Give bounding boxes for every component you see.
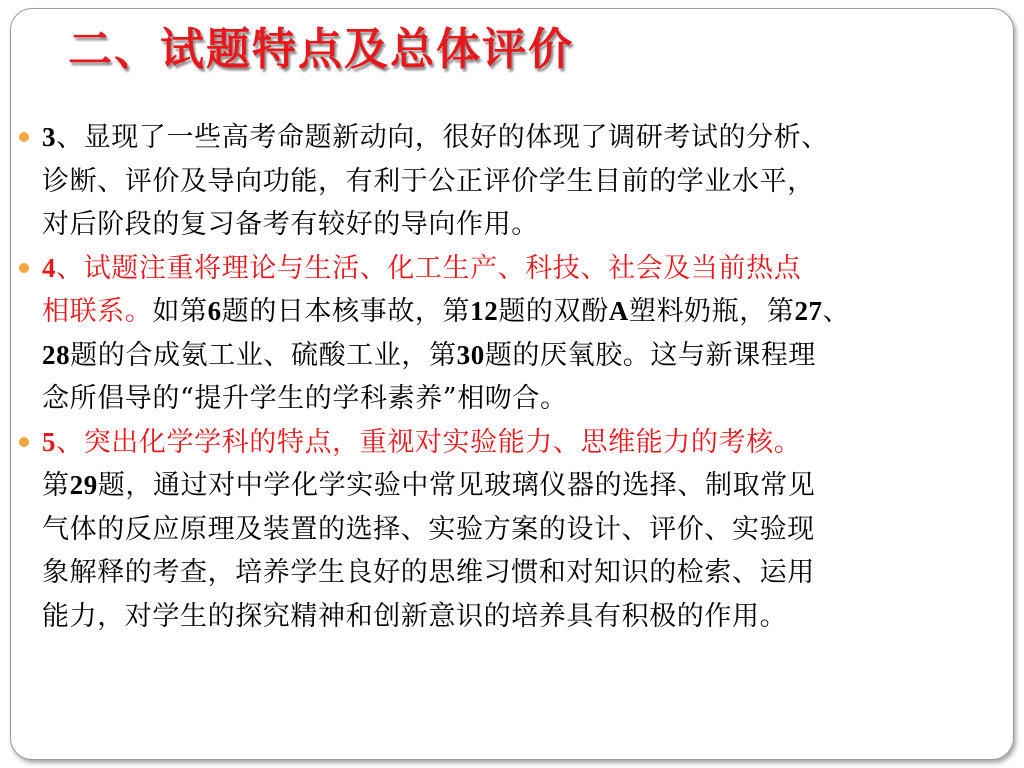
- bullet-dot-icon: [19, 437, 29, 447]
- text-line: 气体的反应原理及装置的选择、实验方案的设计、评价、实验现: [42, 513, 815, 545]
- bullet-item-3: [18, 116, 1018, 247]
- item-number: 3: [42, 122, 57, 152]
- line-text: 题的日本核事故，第: [221, 296, 471, 327]
- text-line: 象解释的考查，培养学生良好的思维习惯和对知识的检索、运用: [42, 557, 815, 588]
- text-line: 对后阶段的复习备考有较好的导向作用。: [42, 209, 539, 240]
- line-text: 塑料奶瓶，第: [628, 296, 795, 327]
- inline-number: 6: [207, 296, 222, 326]
- inline-number: 27: [794, 296, 823, 326]
- highlight-text: 、突出化学学科的特点，重视对实验能力、思维能力的考核。: [56, 426, 802, 458]
- bullet-dot-icon: [19, 263, 29, 273]
- line-text: 题的合成氨工业、硫酸工业，第: [70, 339, 457, 371]
- text-line: 能力，对学生的探究精神和创新意识的培养具有积极的作用。: [42, 600, 788, 632]
- line-text: 题的厌氧胶。这与新课程理: [484, 339, 817, 371]
- inline-number: 29: [69, 470, 98, 500]
- bullet-list: [18, 116, 1018, 638]
- line-text: 题的双酚: [498, 296, 609, 327]
- item-number: 4: [42, 252, 57, 283]
- bullet-item-5: [18, 421, 1018, 639]
- text-line: [42, 290, 1018, 334]
- bullet-item-4: [18, 247, 1018, 421]
- highlight-text: 、试题注重将理论与生活、化工生产、科技、社会及当前热点: [56, 252, 802, 284]
- inline-number: A: [608, 296, 629, 326]
- line-text: 、显现了一些高考命题新动向，很好的体现了调研考试的分析、: [56, 122, 829, 153]
- slide-title: 二、试题特点及总体评价: [68, 24, 574, 75]
- text-line: 念所倡导的“提升学生的学科素养”相吻合。: [42, 383, 568, 414]
- line-text: 如第: [152, 296, 208, 327]
- text-line: [42, 464, 1018, 508]
- line-text: 、: [822, 296, 851, 327]
- inline-number: 28: [42, 339, 71, 370]
- line-text: 第: [42, 470, 70, 501]
- highlight-text: 相联系。: [42, 296, 153, 327]
- text-line: [42, 334, 1018, 378]
- text-line: [42, 247, 1018, 291]
- item-number: 5: [42, 426, 57, 457]
- text-line: 诊断、评价及导向功能，有利于公正评价学生目前的学业水平，: [42, 165, 815, 197]
- text-line: [42, 421, 1018, 465]
- inline-number: 30: [456, 339, 485, 370]
- line-text: 题，通过对中学化学实验中常见玻璃仪器的选择、制取常见: [97, 470, 816, 501]
- bullet-dot-icon: [19, 132, 29, 142]
- inline-number: 12: [470, 296, 499, 326]
- text-line: [42, 116, 1018, 160]
